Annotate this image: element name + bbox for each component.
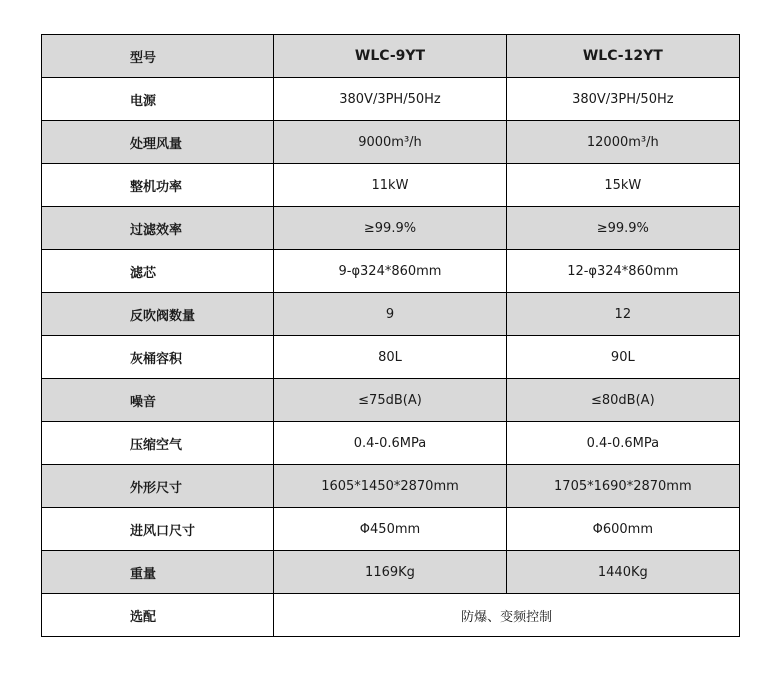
cell-model-b: ≤80dB(A) xyxy=(506,379,739,422)
row-label: 反吹阀数量 xyxy=(42,293,274,336)
cell-model-a: 380V/3PH/50Hz xyxy=(274,78,506,121)
table-row xyxy=(42,465,740,508)
table-row xyxy=(42,121,740,164)
table-row xyxy=(42,293,740,336)
options-row xyxy=(42,594,740,637)
spec-table xyxy=(41,34,740,637)
cell-model-a: 1169Kg xyxy=(274,551,506,594)
header-model-b: WLC-12YT xyxy=(506,35,739,78)
options-label: 选配 xyxy=(42,594,274,637)
cell-model-a: Φ450mm xyxy=(274,508,506,551)
cell-model-a: 0.4-0.6MPa xyxy=(274,422,506,465)
table-header-row xyxy=(42,35,740,78)
cell-model-a: 80L xyxy=(274,336,506,379)
cell-model-a: 11kW xyxy=(274,164,506,207)
cell-model-b: 1705*1690*2870mm xyxy=(506,465,739,508)
row-label: 滤芯 xyxy=(42,250,274,293)
table-row xyxy=(42,336,740,379)
cell-model-a: 1605*1450*2870mm xyxy=(274,465,506,508)
row-label: 过滤效率 xyxy=(42,207,274,250)
cell-model-b: 12 xyxy=(506,293,739,336)
row-label: 整机功率 xyxy=(42,164,274,207)
row-label: 压缩空气 xyxy=(42,422,274,465)
cell-model-b: 380V/3PH/50Hz xyxy=(506,78,739,121)
table-row xyxy=(42,250,740,293)
cell-model-a: ≤75dB(A) xyxy=(274,379,506,422)
cell-model-b: 15kW xyxy=(506,164,739,207)
table-row xyxy=(42,551,740,594)
table-row xyxy=(42,379,740,422)
row-label: 重量 xyxy=(42,551,274,594)
cell-model-b: 12000m³/h xyxy=(506,121,739,164)
table-row xyxy=(42,207,740,250)
header-label: 型号 xyxy=(42,35,274,78)
row-label: 电源 xyxy=(42,78,274,121)
cell-model-a: ≥99.9% xyxy=(274,207,506,250)
cell-model-b: 1440Kg xyxy=(506,551,739,594)
header-model-a: WLC-9YT xyxy=(274,35,506,78)
options-value: 防爆、变频控制 xyxy=(274,594,740,637)
cell-model-b: 12-φ324*860mm xyxy=(506,250,739,293)
table-row xyxy=(42,422,740,465)
cell-model-a: 9-φ324*860mm xyxy=(274,250,506,293)
cell-model-b: 0.4-0.6MPa xyxy=(506,422,739,465)
row-label: 灰桶容积 xyxy=(42,336,274,379)
row-label: 外形尺寸 xyxy=(42,465,274,508)
cell-model-b: 90L xyxy=(506,336,739,379)
cell-model-a: 9 xyxy=(274,293,506,336)
table-row xyxy=(42,78,740,121)
table-row xyxy=(42,508,740,551)
row-label: 处理风量 xyxy=(42,121,274,164)
row-label: 噪音 xyxy=(42,379,274,422)
cell-model-b: Φ600mm xyxy=(506,508,739,551)
cell-model-a: 9000m³/h xyxy=(274,121,506,164)
cell-model-b: ≥99.9% xyxy=(506,207,739,250)
row-label: 进风口尺寸 xyxy=(42,508,274,551)
table-row xyxy=(42,164,740,207)
